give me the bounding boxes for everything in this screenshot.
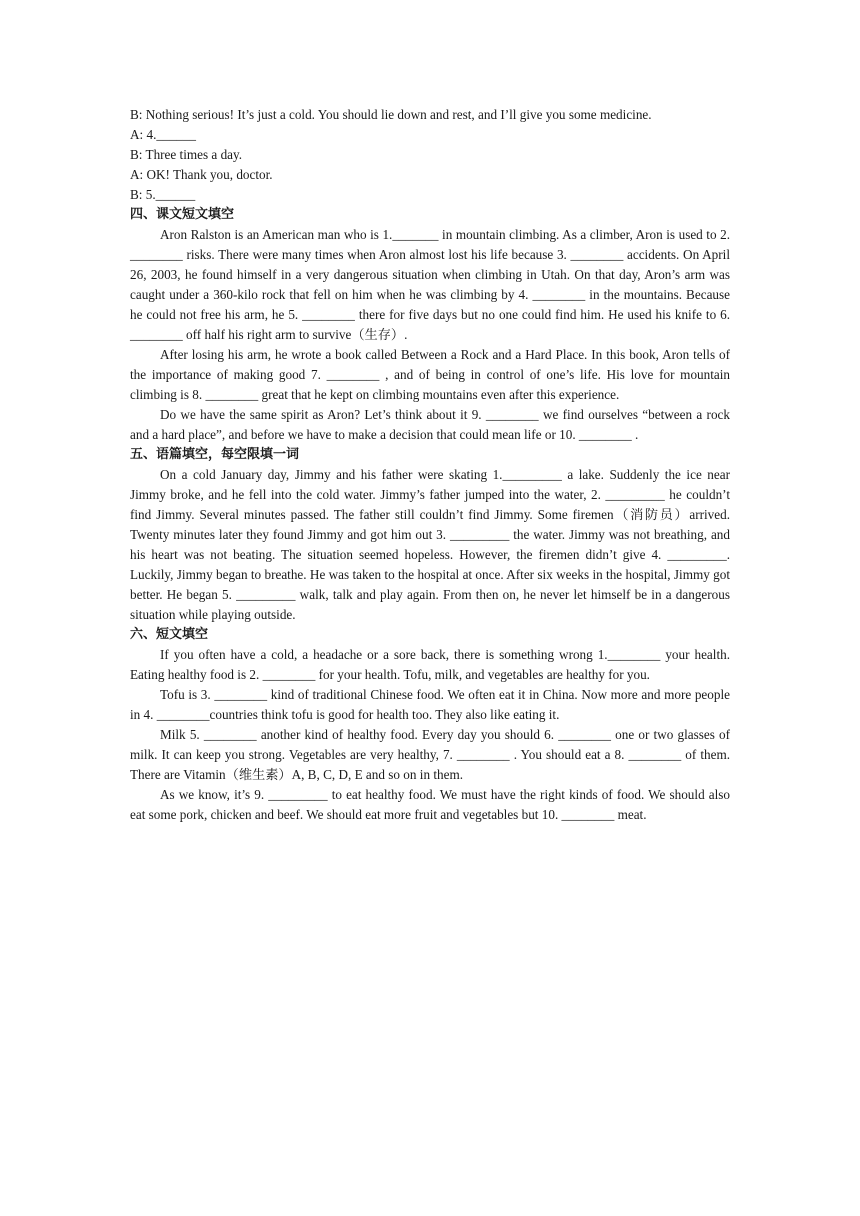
paragraph: On a cold January day, Jimmy and his father were skating 1._________ a lake. Suddenly the ice near Jimmy broke, and he fell into the cold water. Jimmy’s father jumped into the water, 2. _________ he couldn’t find Jimmy. Several minutes passed. The father still couldn’t find Jimmy. Some firemen（消防员）arrived. Twenty minutes later they found Jimmy and got him out 3. _________ the water. Jimmy was not breathing, and his heart was not beating. The situation seemed hopeless. However, the firemen didn’t give 4. _________. Luckily, Jimmy began to breathe. He was taken to the hospital at once. After six weeks in the hospital, Jimmy got better. He began 5. _________ walk, talk and play again. From then on, he never let himself be in a dangerous situation while playing outside.	[130, 467, 730, 622]
section-heading: 四、课文短文填空	[130, 207, 235, 222]
dialogue-line: B: 5.______	[130, 187, 196, 202]
dialogue-block	[130, 105, 730, 205]
dialogue-line: B: Nothing serious! It’s just a cold. You should lie down and rest, and I’ll give you some medicine.	[130, 107, 652, 122]
dialogue-line: B: Three times a day.	[130, 147, 243, 162]
document-page	[130, 105, 730, 825]
paragraph: After losing his arm, he wrote a book called Between a Rock and a Hard Place. In this book, Aron tells of the importance of making good 7. ________ , and of being in control of one’s life. His love for mountain climbing is 8. ________ great that he kept on climbing mountains even after this experience.	[130, 347, 730, 402]
paragraph: Tofu is 3. ________ kind of traditional Chinese food. We often eat it in China. Now more and more people in 4. ________countries think tofu is good for health too. They also like eating it.	[130, 687, 730, 722]
paragraph: As we know, it’s 9. _________ to eat healthy food. We must have the right kinds of food. We should also eat some pork, chicken and beef. We should eat more fruit and vegetables but 10. ________ meat.	[130, 787, 730, 822]
dialogue-line: A: OK! Thank you, doctor.	[130, 167, 273, 182]
section-heading: 五、语篇填空，每空限填一词	[130, 447, 300, 462]
paragraph: Do we have the same spirit as Aron? Let’s think about it 9. ________ we find ourselves “between a rock and a hard place”, and before we have to make a decision that could mean life or 10. ________ .	[130, 407, 730, 442]
paragraph: Aron Ralston is an American man who is 1._______ in mountain climbing. As a climber, Aron is used to 2. ________ risks. There were many times when Aron almost lost his life because 3. ________ accidents. On April 26, 2003, he found himself in a very dangerous situation when climbing in Utah. On that day, Aron’s arm was caught under a 360-kilo rock that fell on him when he was climbing by 4. ________ in the mountains. Because he could not free his arm, he 5. ________ there for five days but no one could find him. He used his knife to 6. ________ off half his right arm to survive（生存）.	[130, 227, 730, 342]
dialogue-line: A: 4.______	[130, 127, 196, 142]
section-4	[130, 205, 730, 445]
section-6	[130, 625, 730, 825]
paragraph: If you often have a cold, a headache or a sore back, there is something wrong 1.________ your health. Eating healthy food is 2. ________ for your health. Tofu, milk, and vegetables are healthy for you.	[130, 647, 730, 682]
section-heading: 六、短文填空	[130, 627, 209, 642]
section-5	[130, 445, 730, 625]
paragraph: Milk 5. ________ another kind of healthy food. Every day you should 6. ________ one or two glasses of milk. It can keep you strong. Vegetables are very healthy, 7. ________ . You should eat a 8. ________ of them. There are Vitamin（维生素）A, B, C, D, E and so on in them.	[130, 727, 730, 782]
